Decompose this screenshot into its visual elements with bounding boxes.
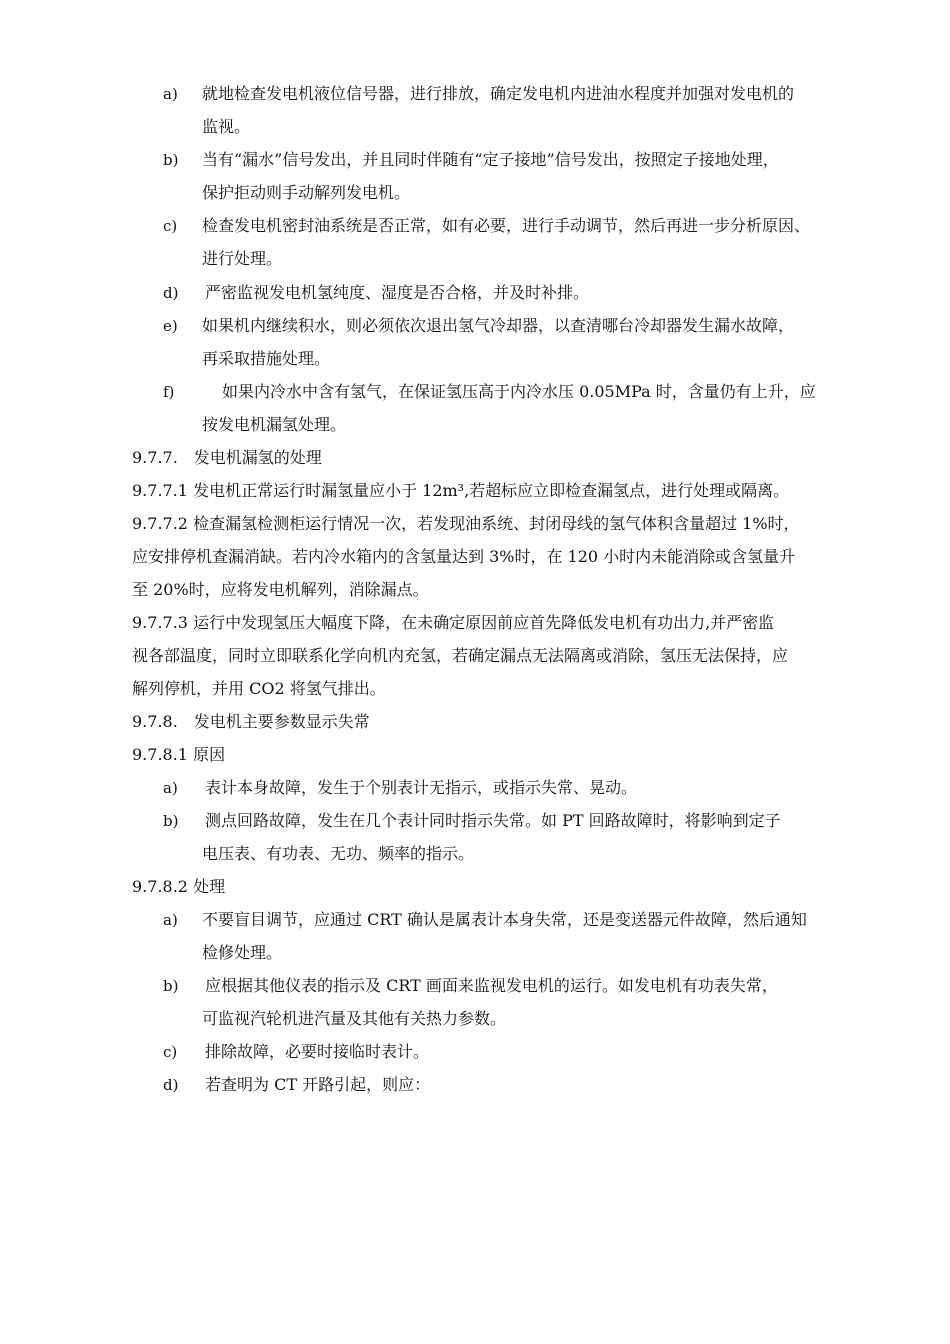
item-marker: b) [163, 151, 179, 169]
item-marker: d) [163, 284, 179, 302]
item-line: 进行处理。 [202, 249, 283, 268]
item-line: 保护拒动则手动解列发电机。 [202, 183, 411, 202]
item-line: 排除故障，必要时接临时表计。 [205, 1042, 430, 1061]
paragraph-line: 解列停机，并用 CO2 将氢气排出。 [132, 679, 386, 698]
item-line: 再采取措施处理。 [202, 349, 331, 368]
paragraph: 9.7.7.1 发电机正常运行时漏氢量应小于 12m³,若超标应立即检查漏氢点，进行处理或隔离。 [132, 481, 790, 500]
item-line: 不要盲目调节，应通过 CRT 确认是属表计本身失常，还是变送器元件故障，然后通知 [202, 910, 807, 929]
item-line: 如果机内继续积水，则必须依次退出氢气冷却器，以查清哪台冷却器发生漏水故障， [202, 316, 795, 335]
item-line: 若查明为 CT 开路引起，则应： [205, 1075, 431, 1094]
item-marker: f) [163, 383, 175, 401]
item-line: 如果内冷水中含有氢气，在保证氢压高于内冷水压 0.05MPa 时，含量仍有上升，应 [222, 382, 816, 401]
item-marker: e) [163, 317, 178, 335]
item-line: 应根据其他仪表的指示及 CRT 画面来监视发电机的运行。如发电机有功表失常， [205, 976, 778, 995]
subsection-heading: 9.7.8.2 处理 [132, 877, 226, 896]
paragraph-line: 至 20%时，应将发电机解列，消除漏点。 [132, 580, 429, 599]
item-line: 检查发电机密封油系统是否正常，如有必要，进行手动调节，然后再进一步分析原因、 [202, 216, 811, 235]
paragraph-line: 9.7.7.3 运行中发现氢压大幅度下降，在未确定原因前应首先降低发电机有功出力,并严密监 [132, 613, 775, 632]
subsection-heading: 9.7.8.1 原因 [132, 745, 226, 764]
item-marker: d) [163, 1076, 179, 1094]
item-line: 可监视汽轮机进汽量及其他有关热力参数。 [202, 1009, 507, 1028]
item-marker: b) [163, 812, 179, 830]
item-line: 按发电机漏氢处理。 [202, 415, 347, 434]
item-line: 监视。 [202, 117, 251, 136]
item-marker: a) [163, 85, 178, 103]
item-line: 表计本身故障，发生于个别表计无指示，或指示失常、晃动。 [205, 778, 638, 797]
item-line: 就地检查发电机液位信号器，进行排放，确定发电机内进油水程度并加强对发电机的 [202, 84, 795, 103]
item-marker: a) [163, 911, 178, 929]
item-line: 检修处理。 [202, 943, 283, 962]
item-line: 电压表、有功表、无功、频率的指示。 [202, 844, 475, 863]
item-marker: c) [163, 217, 178, 235]
item-line: 严密监视发电机氢纯度、湿度是否合格，并及时补排。 [205, 283, 590, 302]
section-heading: 9.7.8. 发电机主要参数显示失常 [132, 712, 370, 731]
item-marker: c) [163, 1043, 178, 1061]
item-marker: b) [163, 977, 179, 995]
paragraph-line: 视各部温度，同时立即联系化学向机内充氢，若确定漏点无法隔离或消除，氢压无法保持，应 [132, 646, 789, 665]
item-marker: a) [163, 779, 178, 797]
section-heading: 9.7.7. 发电机漏氢的处理 [132, 448, 322, 467]
item-line: 当有“漏水”信号发出，并且同时伴随有“定子接地”信号发出，按照定子接地处理， [202, 150, 779, 169]
paragraph-line: 应安排停机查漏消缺。若内冷水箱内的含氢量达到 3%时，在 120 小时内未能消除或含氢量升 [132, 547, 796, 566]
item-line: 测点回路故障，发生在几个表计同时指示失常。如 PT 回路故障时，将影响到定子 [205, 811, 781, 830]
paragraph-line: 9.7.7.2 检查漏氢检测柜运行情况一次，若发现油系统、封闭母线的氢气体积含量超过 1%时， [132, 514, 800, 533]
